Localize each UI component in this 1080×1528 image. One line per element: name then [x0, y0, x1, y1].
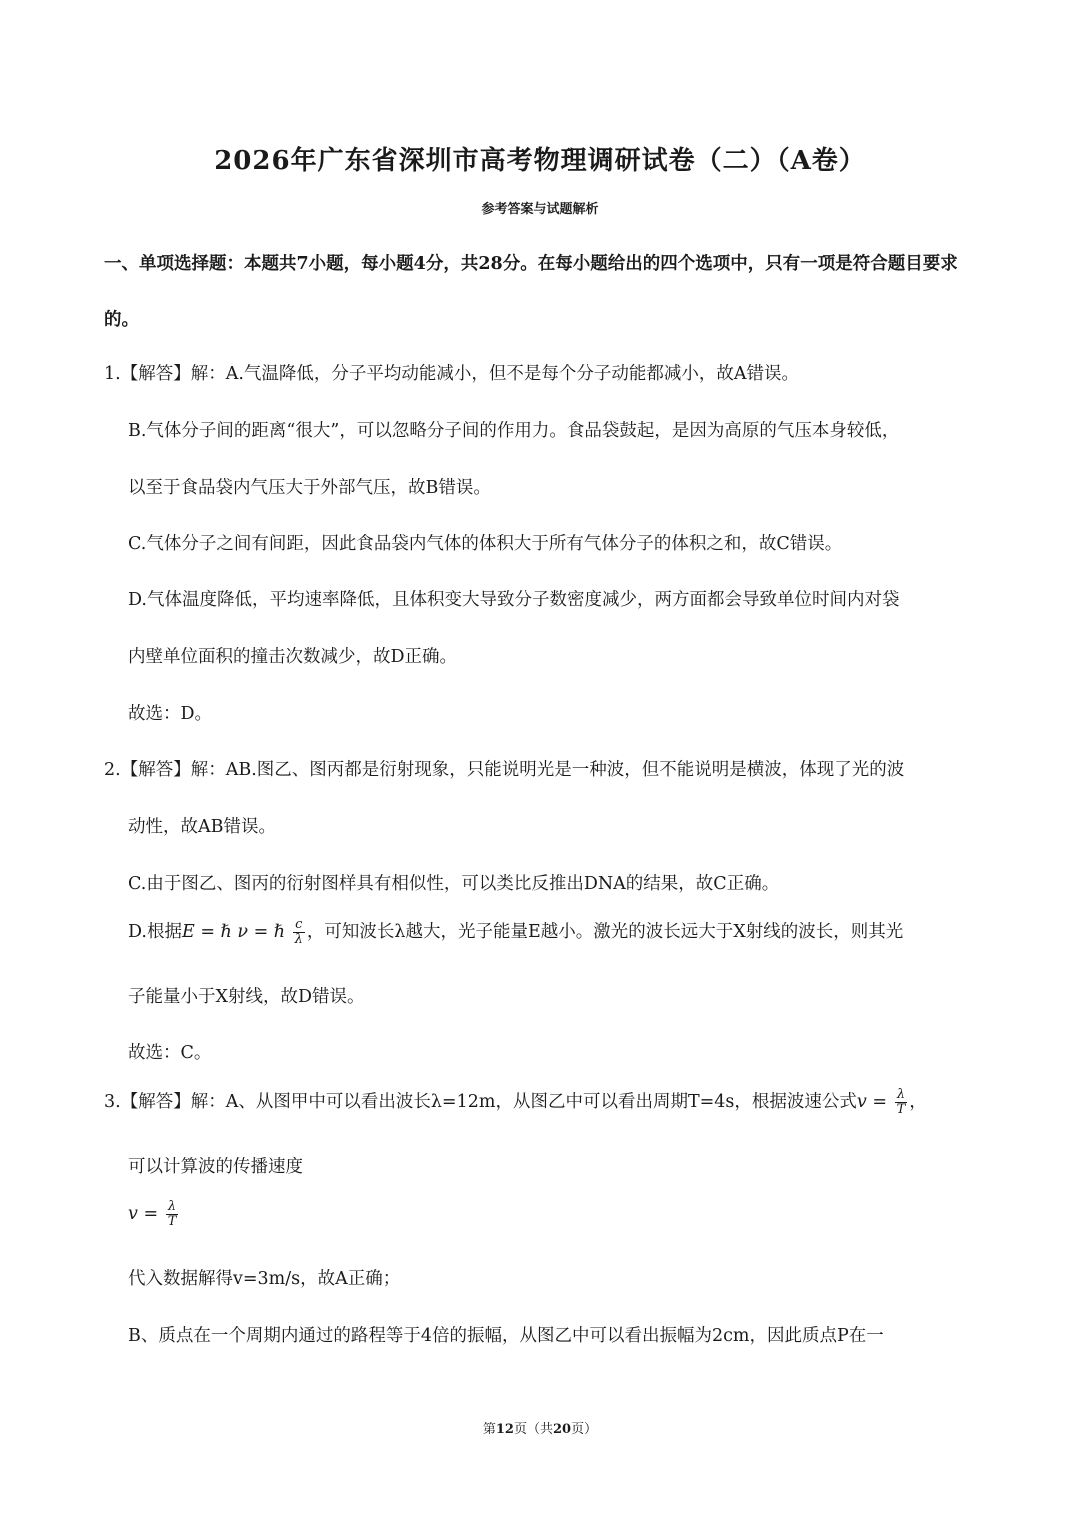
wave-speed-formula-display: v =: [128, 1204, 159, 1224]
q3-line-1-prefix: 3.【解答】解：A、从图甲中可以看出波长λ=12m，从图乙中可以看出周期T=4s，根据波速公式: [104, 1092, 857, 1112]
q2-line-4-prefix: D.根据: [128, 922, 182, 942]
fraction-numerator: c: [293, 918, 305, 933]
footer-page-number: 12: [495, 1422, 514, 1437]
wave-speed-formula: v =: [856, 1092, 888, 1112]
energy-formula: E = ℏ ν = ℏ: [181, 922, 286, 942]
q1-line-3: 以至于食品袋内气压大于外部气压，故B错误。: [128, 478, 491, 498]
q1-line-7: 故选：D。: [128, 704, 213, 724]
q2-line-1: 2.【解答】解：AB.图乙、图丙都是衍射现象，只能说明光是一种波，但不能说明是横波，体现了光的波: [104, 760, 905, 780]
q1-line-5: D.气体温度降低，平均速率降低，且体积变大导致分子数密度减少，两方面都会导致单位时间内对袋: [128, 590, 900, 610]
q2-line-4-suffix: ，可知波长λ越大，光子能量E越小。激光的波长远大于X射线的波长，则其光: [306, 922, 904, 942]
fraction-numerator: λ: [166, 1200, 179, 1215]
q2-line-3: C.由于图乙、图丙的衍射图样具有相似性，可以类比反推出DNA的结果，故C正确。: [128, 874, 780, 894]
q2-line-5: 子能量小于X射线，故D错误。: [128, 987, 365, 1007]
footer-suffix: 页）: [571, 1422, 598, 1437]
c-over-lambda-fraction: [293, 918, 305, 947]
q1-line-1: 1.【解答】解：A.气温降低，分子平均动能减小，但不是每个分子动能都减小，故A错误。: [104, 364, 800, 384]
q3-line-5: B、质点在一个周期内通过的路程等于4倍的振幅，从图乙中可以看出振幅为2cm，因此质点P在一: [128, 1326, 884, 1346]
document-title: 2026年广东省深圳市高考物理调研试卷（二）（A卷）: [214, 146, 866, 176]
q3-line-2: 可以计算波的传播速度: [128, 1157, 303, 1177]
fraction-denominator: λ: [294, 932, 303, 947]
q3-line-4: 代入数据解得v=3m/s，故A正确；: [128, 1269, 401, 1289]
footer-total-pages: 20: [553, 1422, 572, 1437]
document-subtitle: 参考答案与试题解析: [481, 202, 599, 217]
fraction-denominator: T: [896, 1102, 906, 1117]
lambda-over-t-fraction-display: [166, 1200, 179, 1229]
page-footer: [0, 1418, 1080, 1437]
footer-prefix: 第: [482, 1422, 496, 1437]
section-heading: 一、单项选择题：本题共7小题，每小题4分，共28分。在每小题给出的四个选项中，只有一项是符合题目要求的。: [104, 254, 958, 330]
q3-line-1-suffix: ，: [909, 1092, 927, 1112]
q2-line-4: [128, 918, 903, 947]
q1-line-6: 内壁单位面积的撞击次数减少，故D正确。: [128, 647, 458, 667]
q1-line-4: C.气体分子之间有间距，因此食品袋内气体的体积大于所有气体分子的体积之和，故C错误。: [128, 534, 843, 554]
q3-line-3: [128, 1200, 180, 1229]
fraction-numerator: λ: [895, 1088, 908, 1103]
q2-line-6: 故选：C。: [128, 1043, 212, 1063]
q1-line-2: B.气体分子间的距离“很大”，可以忽略分子间的作用力。食品袋鼓起，是因为高原的气压本身较低，: [128, 421, 900, 441]
q3-line-1: [104, 1088, 927, 1117]
footer-middle: 页（共: [513, 1422, 553, 1437]
q2-line-2: 动性，故AB错误。: [128, 817, 276, 837]
lambda-over-t-fraction: [895, 1088, 908, 1117]
fraction-denominator: T: [167, 1214, 177, 1229]
